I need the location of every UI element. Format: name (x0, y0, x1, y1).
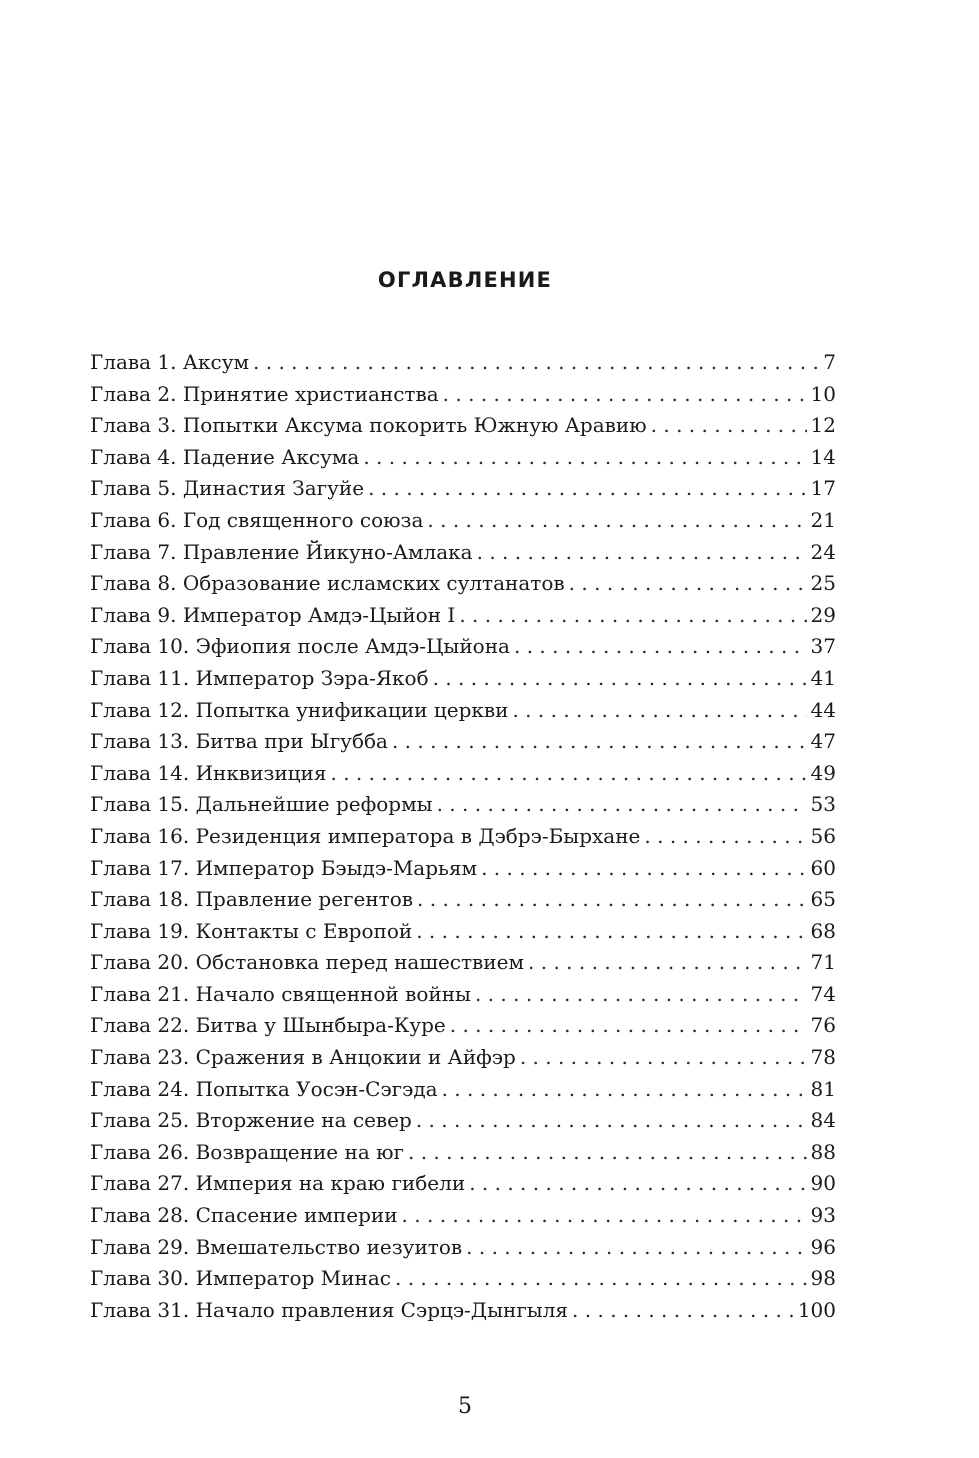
toc-entry-title: Глава 1. Аксум (90, 350, 250, 374)
toc-entry-title: Глава 15. Дальнейшие реформы (90, 792, 433, 817)
toc-entry-title: Глава 28. Спасение империи (90, 1203, 398, 1228)
toc-entry-title: Глава 18. Правление регентов (90, 887, 414, 912)
table-of-contents (90, 347, 836, 1326)
dot-leader (569, 568, 807, 600)
dot-leader (330, 758, 806, 790)
toc-entry (90, 1042, 836, 1074)
toc-entry (90, 726, 836, 758)
toc-entry-title: Глава 2. Принятие христианства (90, 381, 439, 406)
toc-entry-title: Глава 29. Вмешательство иезуитов (90, 1234, 463, 1259)
dot-leader (572, 1295, 794, 1327)
dot-leader (450, 1010, 807, 1042)
toc-entry-title: Глава 14. Инквизиция (90, 760, 327, 785)
toc-entry-title: Глава 9. Император Амдэ-Цыйон I (90, 602, 456, 627)
toc-entry (90, 1074, 836, 1106)
dot-leader (475, 979, 807, 1011)
toc-entry-page: 65 (810, 887, 836, 912)
toc-entry-title: Глава 30. Император Минас (90, 1266, 391, 1291)
toc-entry (90, 663, 836, 695)
toc-entry (90, 568, 836, 600)
toc-entry (90, 473, 836, 505)
toc-entry-page: 37 (810, 634, 836, 659)
toc-entry (90, 631, 836, 663)
toc-entry-title: Глава 13. Битва при Ыгубба (90, 729, 388, 754)
toc-entry-page: 81 (810, 1076, 836, 1101)
dot-leader (469, 1168, 806, 1200)
dot-leader (417, 884, 807, 916)
toc-entry-title: Глава 20. Обстановка перед нашествием (90, 950, 525, 975)
toc-entry (90, 1232, 836, 1264)
dot-leader (520, 1042, 807, 1074)
toc-entry-page: 14 (810, 444, 836, 469)
toc-entry-page: 56 (810, 823, 836, 848)
toc-entry-page: 49 (810, 760, 836, 785)
toc-entry-page: 71 (810, 950, 836, 975)
page-number: 5 (458, 1394, 472, 1419)
dot-leader (459, 600, 806, 632)
dot-leader (363, 442, 806, 474)
dot-leader (477, 537, 807, 569)
dot-leader (437, 789, 807, 821)
toc-entry-page: 74 (810, 981, 836, 1006)
toc-entry (90, 379, 836, 411)
dot-leader (416, 1105, 807, 1137)
toc-entry (90, 947, 836, 979)
toc-entry-page: 41 (810, 665, 836, 690)
toc-entry-page: 17 (810, 476, 836, 501)
toc-entry (90, 1263, 836, 1295)
toc-entry-title: Глава 24. Попытка Уосэн-Сэгэда (90, 1076, 438, 1101)
toc-entry (90, 1200, 836, 1232)
toc-entry-page: 100 (797, 1297, 836, 1322)
toc-entry (90, 758, 836, 790)
toc-entry-page: 24 (810, 539, 836, 564)
toc-entry (90, 853, 836, 885)
toc-entry-title: Глава 3. Попытки Аксума покорить Южную Аравию (90, 413, 647, 438)
toc-entry-page: 93 (810, 1203, 836, 1228)
dot-leader (528, 947, 807, 979)
toc-entry (90, 347, 836, 379)
toc-entry (90, 979, 836, 1011)
toc-entry (90, 1168, 836, 1200)
toc-entry-page: 12 (810, 413, 836, 438)
toc-entry (90, 884, 836, 916)
toc-entry-page: 53 (810, 792, 836, 817)
toc-entry-title: Глава 31. Начало правления Сэрцэ-Дынгыля (90, 1297, 569, 1322)
dot-leader (466, 1232, 806, 1264)
dot-leader (253, 347, 819, 379)
toc-entry-title: Глава 22. Битва у Шынбыра-Куре (90, 1013, 446, 1038)
toc-entry-page: 7 (823, 350, 836, 374)
dot-leader (443, 379, 807, 411)
toc-entry (90, 821, 836, 853)
dot-leader (442, 1074, 807, 1106)
toc-entry-page: 88 (810, 1139, 836, 1164)
dot-leader (368, 473, 806, 505)
toc-entry-page: 98 (810, 1266, 836, 1291)
page-title: ОГЛАВЛЕНИЕ (377, 268, 553, 292)
dot-leader (395, 1263, 807, 1295)
toc-entry-page: 25 (810, 571, 836, 596)
dot-leader (402, 1200, 807, 1232)
toc-entry-title: Глава 11. Император Зэра-Якоб (90, 665, 429, 690)
toc-entry-page: 78 (810, 1045, 836, 1070)
toc-entry (90, 1137, 836, 1169)
toc-entry (90, 505, 836, 537)
toc-entry-title: Глава 5. Династия Загуйе (90, 476, 365, 501)
toc-entry-page: 76 (810, 1013, 836, 1038)
toc-entry-title: Глава 4. Падение Аксума (90, 444, 360, 469)
toc-entry-title: Глава 10. Эфиопия после Амдэ-Цыйона (90, 634, 510, 659)
dot-leader (481, 853, 806, 885)
toc-entry-title: Глава 8. Образование исламских султанатов (90, 571, 565, 596)
toc-entry (90, 1105, 836, 1137)
toc-entry-page: 84 (810, 1108, 836, 1133)
toc-entry-title: Глава 6. Год священного союза (90, 507, 424, 532)
toc-entry-page: 68 (810, 918, 836, 943)
toc-entry-title: Глава 26. Возвращение на юг (90, 1139, 404, 1164)
toc-entry-page: 60 (810, 855, 836, 880)
toc-entry (90, 600, 836, 632)
toc-entry (90, 695, 836, 727)
toc-entry-title: Глава 23. Сражения в Анцокии и Айфэр (90, 1045, 516, 1070)
toc-entry-title: Глава 25. Вторжение на север (90, 1108, 412, 1133)
dot-leader (408, 1137, 807, 1169)
toc-entry (90, 410, 836, 442)
dot-leader (392, 726, 807, 758)
toc-entry-title: Глава 16. Резиденция императора в Дэбрэ-Бырхане (90, 823, 641, 848)
toc-entry (90, 442, 836, 474)
dot-leader (651, 410, 807, 442)
dot-leader (644, 821, 806, 853)
toc-entry-page: 10 (810, 381, 836, 406)
toc-entry-title: Глава 27. Империя на краю гибели (90, 1171, 466, 1196)
toc-entry (90, 1295, 836, 1327)
toc-entry (90, 1010, 836, 1042)
dot-leader (416, 916, 806, 948)
toc-entry-title: Глава 17. Император Бэыдэ-Марьям (90, 855, 478, 880)
toc-entry (90, 916, 836, 948)
toc-entry-page: 29 (810, 602, 836, 627)
dot-leader (512, 695, 806, 727)
toc-entry-page: 21 (810, 507, 836, 532)
toc-entry-title: Глава 21. Начало священной войны (90, 981, 471, 1006)
toc-entry-page: 47 (810, 729, 836, 754)
toc-entry (90, 537, 836, 569)
toc-entry-title: Глава 12. Попытка унификации церкви (90, 697, 509, 722)
dot-leader (427, 505, 806, 537)
dot-leader (514, 631, 807, 663)
toc-entry-page: 44 (810, 697, 836, 722)
toc-entry-title: Глава 19. Контакты с Европой (90, 918, 413, 943)
toc-entry-page: 96 (810, 1234, 836, 1259)
toc-entry-page: 90 (810, 1171, 836, 1196)
toc-entry-title: Глава 7. Правление Йикуно-Амлака (90, 539, 473, 564)
dot-leader (433, 663, 807, 695)
toc-entry (90, 789, 836, 821)
